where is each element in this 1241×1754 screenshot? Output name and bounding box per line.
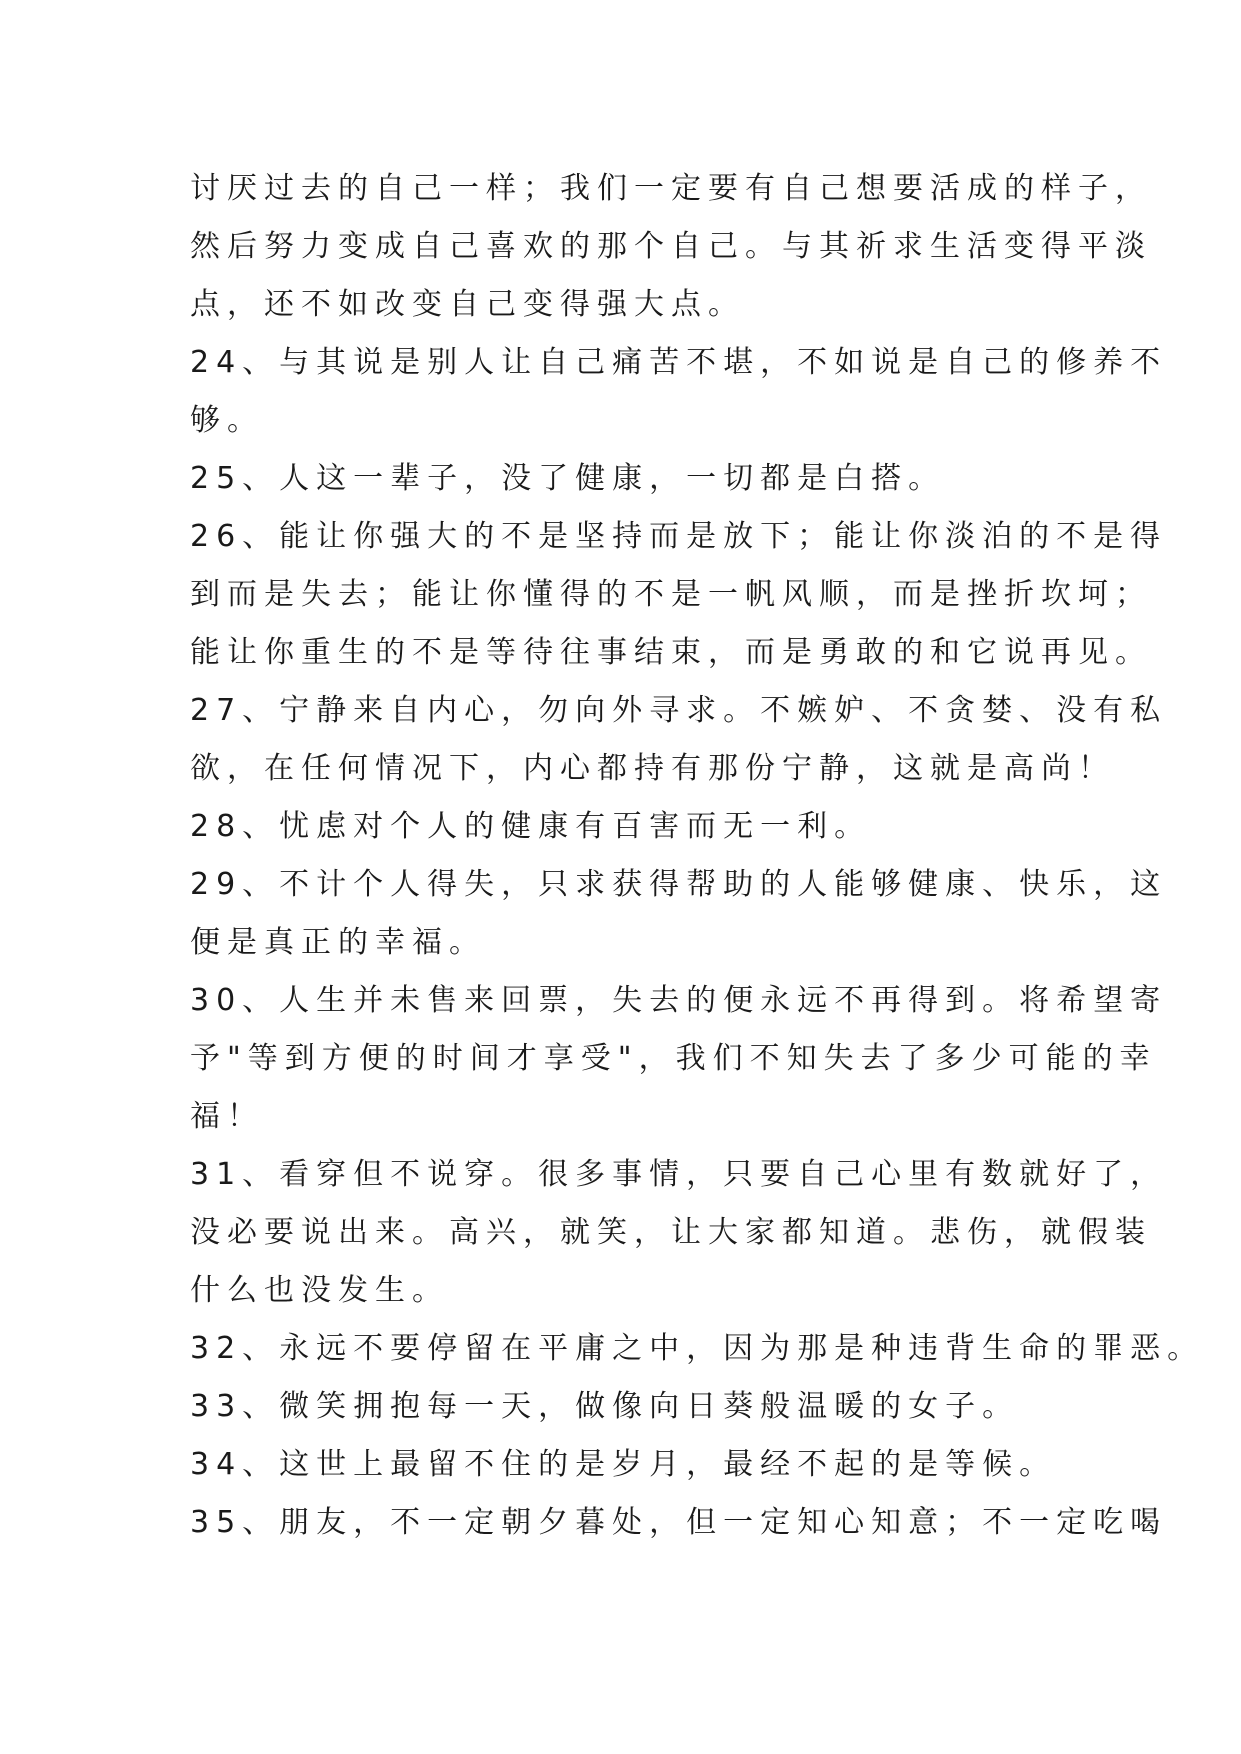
text-line: 便是真正的幸福。 <box>190 925 486 960</box>
text-line: 27、宁静来自内心，勿向外寻求。不嫉妒、不贪婪、没有私 <box>190 693 1168 728</box>
text-line: 26、能让你强大的不是坚持而是放下；能让你淡泊的不是得 <box>190 519 1168 554</box>
text-line: 32、永远不要停留在平庸之中，因为那是种违背生命的罪恶。 <box>190 1331 1205 1366</box>
text-line: 35、朋友，不一定朝夕暮处，但一定知心知意；不一定吃喝 <box>190 1505 1168 1540</box>
text-line: 到而是失去；能让你懂得的不是一帆风顺，而是挫折坎坷； <box>190 577 1152 612</box>
text-line: 29、不计个人得失，只求获得帮助的人能够健康、快乐，这 <box>190 867 1168 902</box>
text-line: 能让你重生的不是等待往事结束，而是勇敢的和它说再见。 <box>190 635 1152 670</box>
text-line: 30、人生并未售来回票，失去的便永远不再得到。将希望寄 <box>190 983 1168 1018</box>
text-line: 34、这世上最留不住的是岁月，最经不起的是等候。 <box>190 1447 1057 1482</box>
text-line: 欲，在任何情况下，内心都持有那份宁静，这就是高尚！ <box>190 751 1115 786</box>
text-line: 予"等到方便的时间才享受"，我们不知失去了多少可能的幸 <box>190 1041 1157 1076</box>
text-line: 讨厌过去的自己一样；我们一定要有自己想要活成的样子， <box>190 171 1152 206</box>
text-line: 然后努力变成自己喜欢的那个自己。与其祈求生活变得平淡 <box>190 229 1152 264</box>
text-line: 福！ <box>190 1099 264 1134</box>
text-line: 24、与其说是别人让自己痛苦不堪，不如说是自己的修养不 <box>190 345 1168 380</box>
text-line: 什么也没发生。 <box>190 1273 449 1308</box>
text-line: 33、微笑拥抱每一天，做像向日葵般温暖的女子。 <box>190 1389 1020 1424</box>
text-line: 25、人这一辈子，没了健康，一切都是白搭。 <box>190 461 946 496</box>
text-line: 28、忧虑对个人的健康有百害而无一利。 <box>190 809 872 844</box>
text-line: 没必要说出来。高兴，就笑，让大家都知道。悲伤，就假装 <box>190 1215 1152 1250</box>
document-body <box>190 160 1205 1552</box>
text-line: 31、看穿但不说穿。很多事情，只要自己心里有数就好了， <box>190 1157 1168 1192</box>
text-line: 点，还不如改变自己变得强大点。 <box>190 287 745 322</box>
text-line: 够。 <box>190 403 264 438</box>
